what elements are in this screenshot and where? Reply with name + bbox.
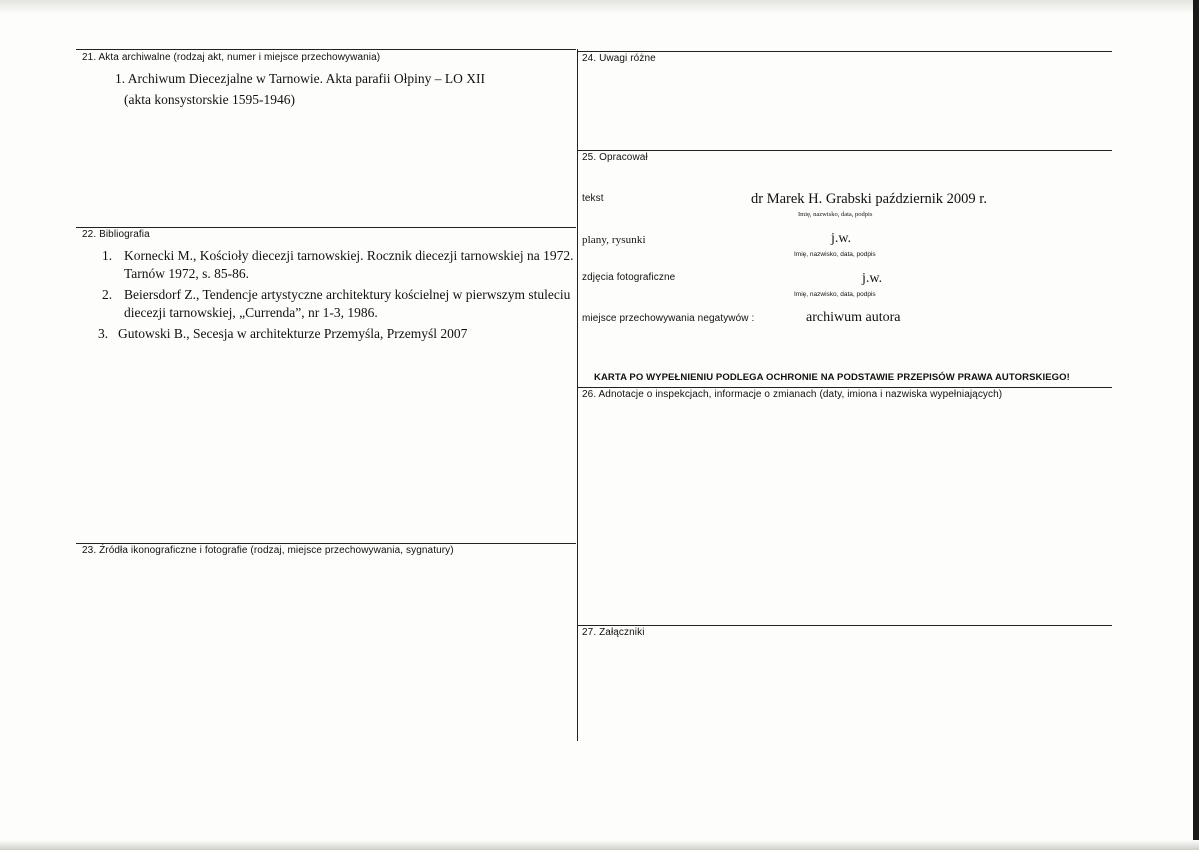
section-26-heading: 26. Adnotacje o inspekcjach, informacje o zmianach (daty, imiona i nazwiska wypełniających)	[582, 389, 1003, 400]
photographs-caption: Imię, nazwisko, data, podpis	[794, 291, 876, 298]
section-21-line-1: 1. Archiwum Diecezjalne w Tarnowie. Akta parafii Ołpiny – LO XII	[115, 71, 485, 86]
author-text-value: dr Marek H. Grabski październik 2009 r.	[751, 191, 987, 207]
section-25-heading: 25. Opracował	[582, 152, 648, 163]
copyright-notice: KARTA PO WYPEŁNIENIU PODLEGA OCHRONIE NA PODSTAWIE PRZEPISÓW PRAWA AUTORSKIEGO!	[594, 372, 1070, 383]
author-text-label: tekst	[582, 193, 604, 204]
rule-section-27	[577, 625, 1112, 626]
column-divider	[577, 49, 578, 741]
section-24-heading: 24. Uwagi różne	[582, 53, 656, 64]
negatives-location-value: archiwum autora	[806, 310, 901, 325]
section-22-heading: 22. Bibliografia	[82, 229, 150, 240]
bibliography-item-2-line-1: Beiersdorf Z., Tendencje artystyczne architektury kościelnej w pierwszym stuleciu	[124, 287, 571, 302]
section-27-heading: 27. Załączniki	[582, 627, 645, 638]
plans-drawings-caption: Imię, nazwisko, data, podpis	[794, 251, 876, 258]
bibliography-item-1-line-1: Kornecki M., Kościoły diecezji tarnowskiej. Rocznik diecezji tarnowskiej na 1972.	[124, 248, 574, 263]
bibliography-item-3-line-1: Gutowski B., Secesja w architekturze Przemyśla, Przemyśl 2007	[118, 326, 468, 341]
section-21-line-2: (akta konsystorskie 1595-1946)	[124, 92, 295, 107]
rule-section-22	[76, 227, 576, 228]
rule-section-24	[577, 51, 1112, 52]
rule-section-26	[577, 387, 1112, 388]
bibliography-item-1-line-2: Tarnów 1972, s. 85-86.	[124, 266, 250, 281]
bibliography-item-1-number: 1.	[102, 248, 113, 263]
section-23-heading: 23. Źródła ikonograficzne i fotografie (rodzaj, miejsce przechowywania, sygnatury)	[82, 545, 454, 556]
author-text-caption: Imię, nazwisko, data, podpis	[798, 211, 873, 218]
scan-edge-top	[0, 0, 1199, 14]
photographs-label: zdjęcia fotograficzne	[582, 272, 676, 283]
section-21-heading: 21. Akta archiwalne (rodzaj akt, numer i miejsce przechowywania)	[82, 52, 381, 63]
scan-edge-bottom	[0, 840, 1199, 850]
bibliography-item-2-number: 2.	[102, 287, 113, 302]
rule-section-21	[76, 49, 576, 50]
plans-drawings-value: j.w.	[831, 231, 852, 246]
negatives-location-label: miejsce przechowywania negatywów :	[582, 313, 755, 324]
bibliography-item-2-line-2: diecezji tarnowskiej, „Currenda”, nr 1-3, 1986.	[124, 305, 378, 320]
rule-section-23	[76, 543, 576, 544]
rule-section-25	[577, 150, 1112, 151]
scan-edge-right	[1193, 0, 1199, 850]
photographs-value: j.w.	[862, 271, 883, 286]
plans-drawings-label: plany, rysunki	[582, 234, 646, 246]
bibliography-item-3-number: 3.	[98, 326, 109, 341]
